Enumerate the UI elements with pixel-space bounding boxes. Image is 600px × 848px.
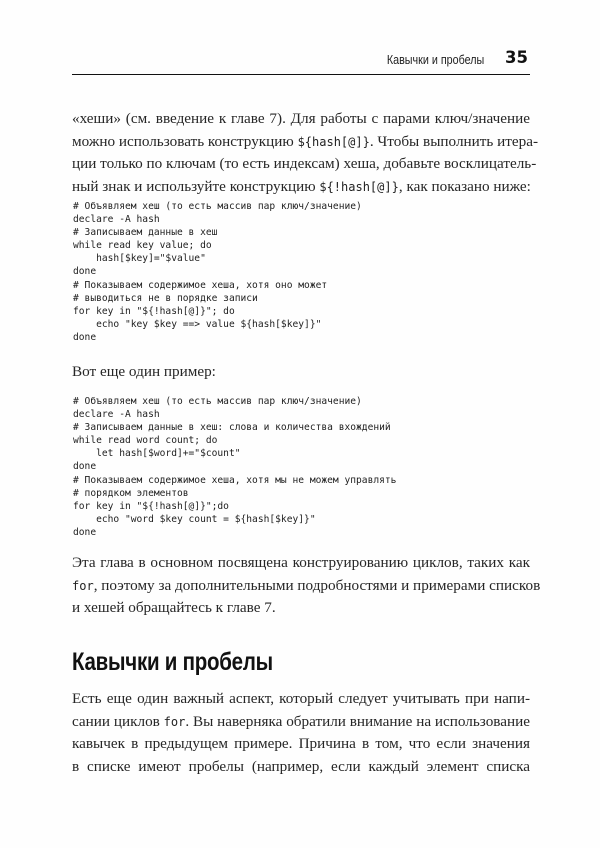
- code-line: # Объявляем хеш (то есть массив пар ключ/значение): [73, 201, 362, 212]
- code-line: done: [73, 461, 97, 473]
- text-line: сании циклов for. Вы наверняка обратили внимание на использование: [72, 712, 530, 730]
- running-head-title: Кавычки и пробелы: [386, 53, 484, 67]
- inline-code: ${!hash[@]}: [319, 179, 399, 194]
- text-line: и хешей обращайтесь к главе 7.: [72, 599, 276, 616]
- code-block-2: [73, 395, 396, 539]
- code-line: while read word count; do: [73, 435, 218, 447]
- code-line: done: [73, 526, 97, 538]
- code-line: for key in "${!hash[@]}";do: [73, 500, 229, 512]
- text-line: Эта глава в основном посвящена конструированию циклов, таких как: [72, 554, 530, 571]
- code-line: echo "key $key ==> value ${hash[$key]}": [73, 318, 322, 330]
- code-line: done: [73, 266, 97, 278]
- running-head: [72, 48, 530, 75]
- section-paragraph: [72, 688, 530, 778]
- section-heading: Кавычки и пробелы: [72, 648, 273, 676]
- code-line: declare -A hash: [73, 214, 160, 226]
- text-line: можно использовать конструкцию ${hash[@]}. Чтобы выполнить итера-: [72, 132, 539, 150]
- inline-code: for: [72, 578, 94, 593]
- text-line: Вот еще один пример:: [72, 363, 216, 380]
- code-line: done: [73, 331, 97, 343]
- code-line: # порядком элементов: [73, 487, 189, 499]
- another-example-paragraph: [72, 361, 530, 384]
- code-line: declare -A hash: [73, 409, 160, 421]
- code-line: # Записываем данные в хеш: [73, 227, 218, 239]
- intro-paragraph: [72, 108, 539, 198]
- inline-code: for: [163, 714, 186, 729]
- code-line: # Записываем данные в хеш: слова и количества вхождений: [73, 422, 391, 434]
- code-line: for key in "${!hash[@]}"; do: [73, 305, 235, 317]
- text-line: ный знак и используйте конструкцию ${!hash[@]}, как показано ниже:: [72, 177, 531, 195]
- text-line: Есть еще один важный аспект, который следует учитывать при напи-: [72, 690, 530, 707]
- code-line: let hash[$word]+="$count": [73, 448, 241, 460]
- summary-paragraph: [72, 552, 541, 620]
- code-line: # выводиться не в порядке записи: [73, 292, 258, 304]
- code-line: # Показываем содержимое хеша, хотя оно может: [73, 279, 328, 291]
- code-line: # Показываем содержимое хеша, хотя мы не можем управлять: [73, 474, 397, 486]
- text-line: в списке имеют пробелы (например, если каждый элемент списка: [72, 757, 530, 775]
- text-line: кавычек в предыдущем примере. Причина в том, что если значения: [72, 735, 530, 752]
- code-line: # Объявляем хеш (то есть массив пар ключ/значение): [73, 396, 362, 407]
- text-line: for, поэтому за дополнительными подробностями и примерами списков: [72, 576, 541, 594]
- text-line: ции только по ключам (то есть индексам) хеша, добавьте восклицатель-: [72, 155, 537, 172]
- inline-code: ${hash[@]}: [297, 134, 370, 149]
- code-line: hash[$key]="$value": [73, 253, 206, 265]
- page-number: 35: [505, 48, 528, 67]
- code-block-1: [73, 200, 362, 344]
- text-line: «хеши» (см. введение к главе 7). Для работы с парами ключ/значение: [72, 110, 530, 127]
- code-line: while read key value; do: [73, 240, 212, 252]
- code-line: echo "word $key count = ${hash[$key]}": [73, 513, 316, 525]
